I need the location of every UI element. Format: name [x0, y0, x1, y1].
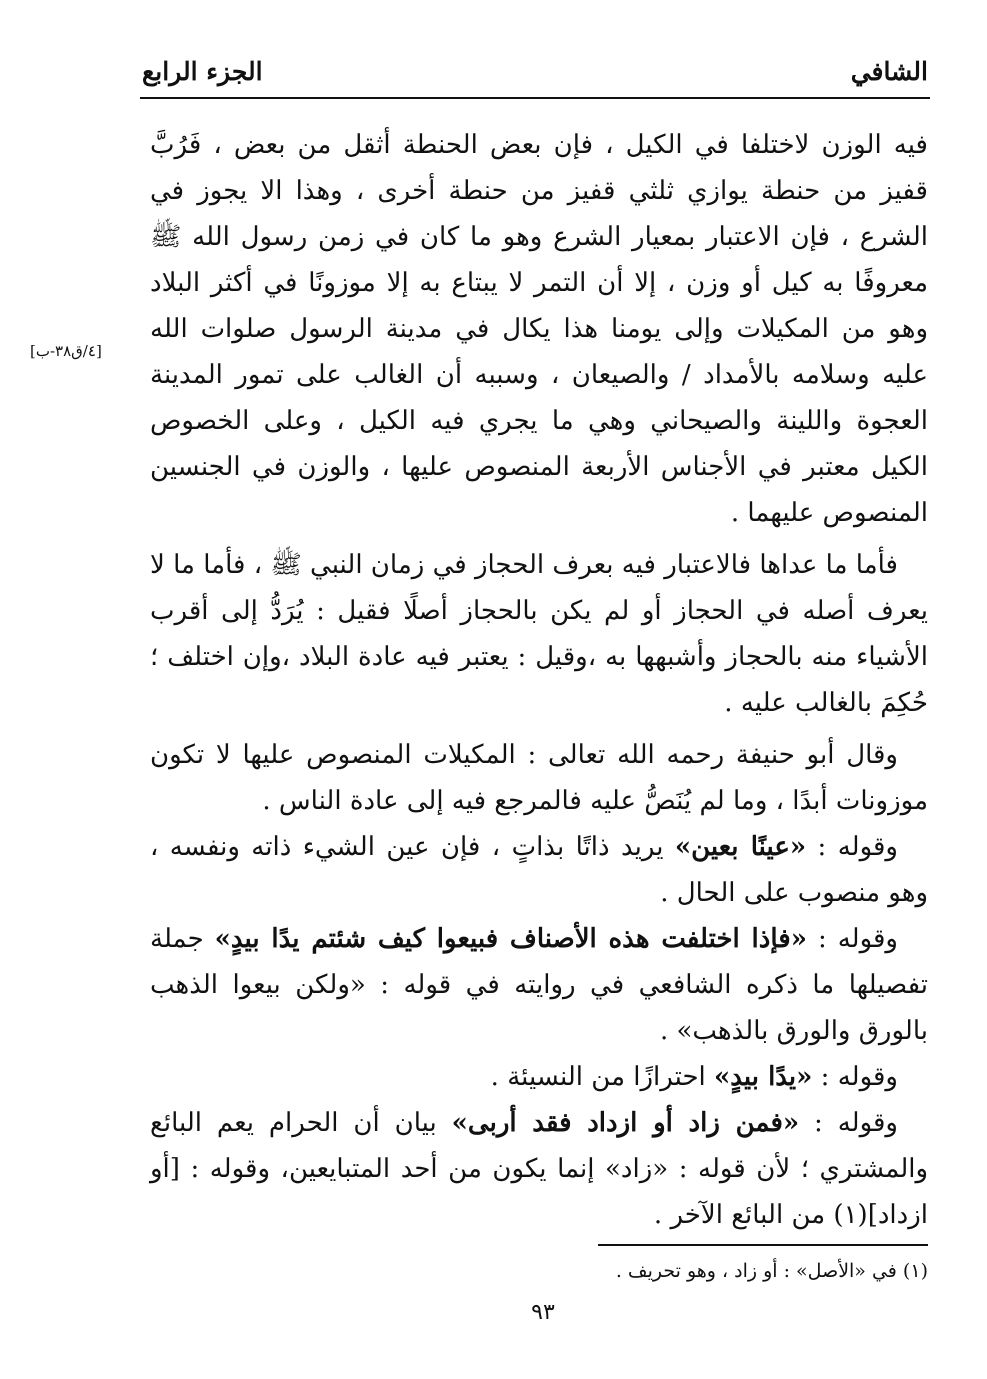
- text-line: فيه الوزن لاختلفا في الكيل ، فإن بعض الحنطة أثقل من بعض ، فَرُبَّ قفيز من: [150, 130, 928, 206]
- text-line: تفصيلها ما ذكره الشافعي في روايته في قوله : «ولكن بيعوا الذهب بالورق: [150, 970, 928, 1046]
- main-text: [150, 122, 928, 1238]
- footnote-divider: [598, 1244, 928, 1246]
- book-title: الشافي: [850, 57, 928, 86]
- text-line-lead: وقوله :: [806, 832, 898, 862]
- text-line: لأن قوله : «زاد» إنما يكون من أحد المتبايعين، وقوله : [أو ازداد](١) من البائع: [150, 1154, 928, 1230]
- paragraph-1: [150, 122, 928, 536]
- text-line: والصيعان ، وسببه أن الغالب على تمور المدينة العجوة واللينة والصيحاني وهي ما: [150, 360, 929, 436]
- text-line: وقال أبو حنيفة رحمه الله تعالى : المكيلات المنصوص عليها لا تكون: [150, 740, 898, 770]
- text-line: وزن ، إلا أن التمر لا يبتاع به إلا موزونًا في أكثر البلاد وهو من المكيلات وإلى: [150, 268, 928, 344]
- paragraph-7: [150, 1100, 928, 1238]
- text-line: والورق بالذهب» .: [659, 1016, 851, 1046]
- text-line: يومنا هذا يكال في مدينة الرسول صلوات الله عليه وسلامه بالأمداد /: [150, 314, 929, 390]
- paragraph-4: [150, 824, 928, 916]
- hadith-quote: «عينًا بعين»: [674, 832, 807, 862]
- text-line-lead: وقوله :: [799, 1108, 898, 1138]
- paragraph-2: [150, 542, 928, 726]
- text-line: يعرف أصله في الحجاز أو لم يكن بالحجاز أصلًا فقيل : يُرَدُّ إلى أقرب الأشياء: [150, 596, 929, 672]
- paragraph-3: [150, 732, 928, 824]
- text-line-rest: بيان أن الحرام يعم البائع والمشتري ؛: [150, 1108, 929, 1184]
- volume-title: الجزء الرابع: [142, 57, 263, 86]
- text-line: عليها ، والوزن في الجنسين المنصوص عليهما .: [150, 452, 928, 528]
- text-line: موزونات أبدًا ، وما لم يُنَصُّ عليه فالمرجع فيه إلى عادة الناس .: [262, 786, 928, 816]
- text-line: الآخر .: [653, 1200, 723, 1230]
- text-line: حنطة يوازي ثلثي قفيز من حنطة أخرى ، وهذا الا يجوز في الشرع ، فإن: [150, 176, 928, 252]
- running-header: [140, 55, 930, 99]
- text-line-lead: وقوله :: [806, 924, 898, 954]
- page-number: ٩٣: [531, 1300, 555, 1325]
- text-line-rest: احترازًا من النسيئة .: [490, 1062, 715, 1092]
- hadith-quote: «فإذا اختلفت هذه الأصناف فبيعوا كيف شئتم يدًا بيدٍ»: [214, 924, 807, 954]
- text-line: منه بالحجاز وأشبهها به ،وقيل : يعتبر فيه عادة البلاد ،وإن اختلف ؛ حُكِمَ: [150, 642, 928, 718]
- manuscript-folio-note: [٤/ق٣٨-ب]: [30, 342, 102, 360]
- text-line: يجري فيه الكيل ، وعلى الخصوص الكيل معتبر في الأجناس الأربعة المنصوص: [150, 406, 928, 482]
- paragraph-6: [150, 1054, 928, 1100]
- paragraph-5: [150, 916, 928, 1054]
- hadith-quote: «يدًا بيدٍ»: [714, 1062, 813, 1092]
- hadith-quote: «فمن زاد أو ازداد فقد أربى»: [451, 1108, 800, 1138]
- text-line-rest: يريد ذاتًا بذاتٍ ، فإن عين الشيء ذاته ونفسه ، وهو: [150, 832, 928, 908]
- text-line: فأما ما عداها فالاعتبار فيه بعرف الحجاز في زمان النبي ﷺ ، فأما ما لا: [150, 550, 898, 580]
- text-line: الاعتبار بمعيار الشرع وهو ما كان في زمن رسول الله ﷺ معروفًا به كيل أو: [150, 222, 929, 298]
- text-line-lead: وقوله :: [812, 1062, 898, 1092]
- text-line: بالغالب عليه .: [724, 688, 872, 718]
- footnote: (١) في «الأصل» : أو زاد ، وهو تحريف .: [615, 1260, 928, 1282]
- text-line-rest: جملة: [150, 924, 215, 954]
- text-line: منصوب على الحال .: [660, 878, 881, 908]
